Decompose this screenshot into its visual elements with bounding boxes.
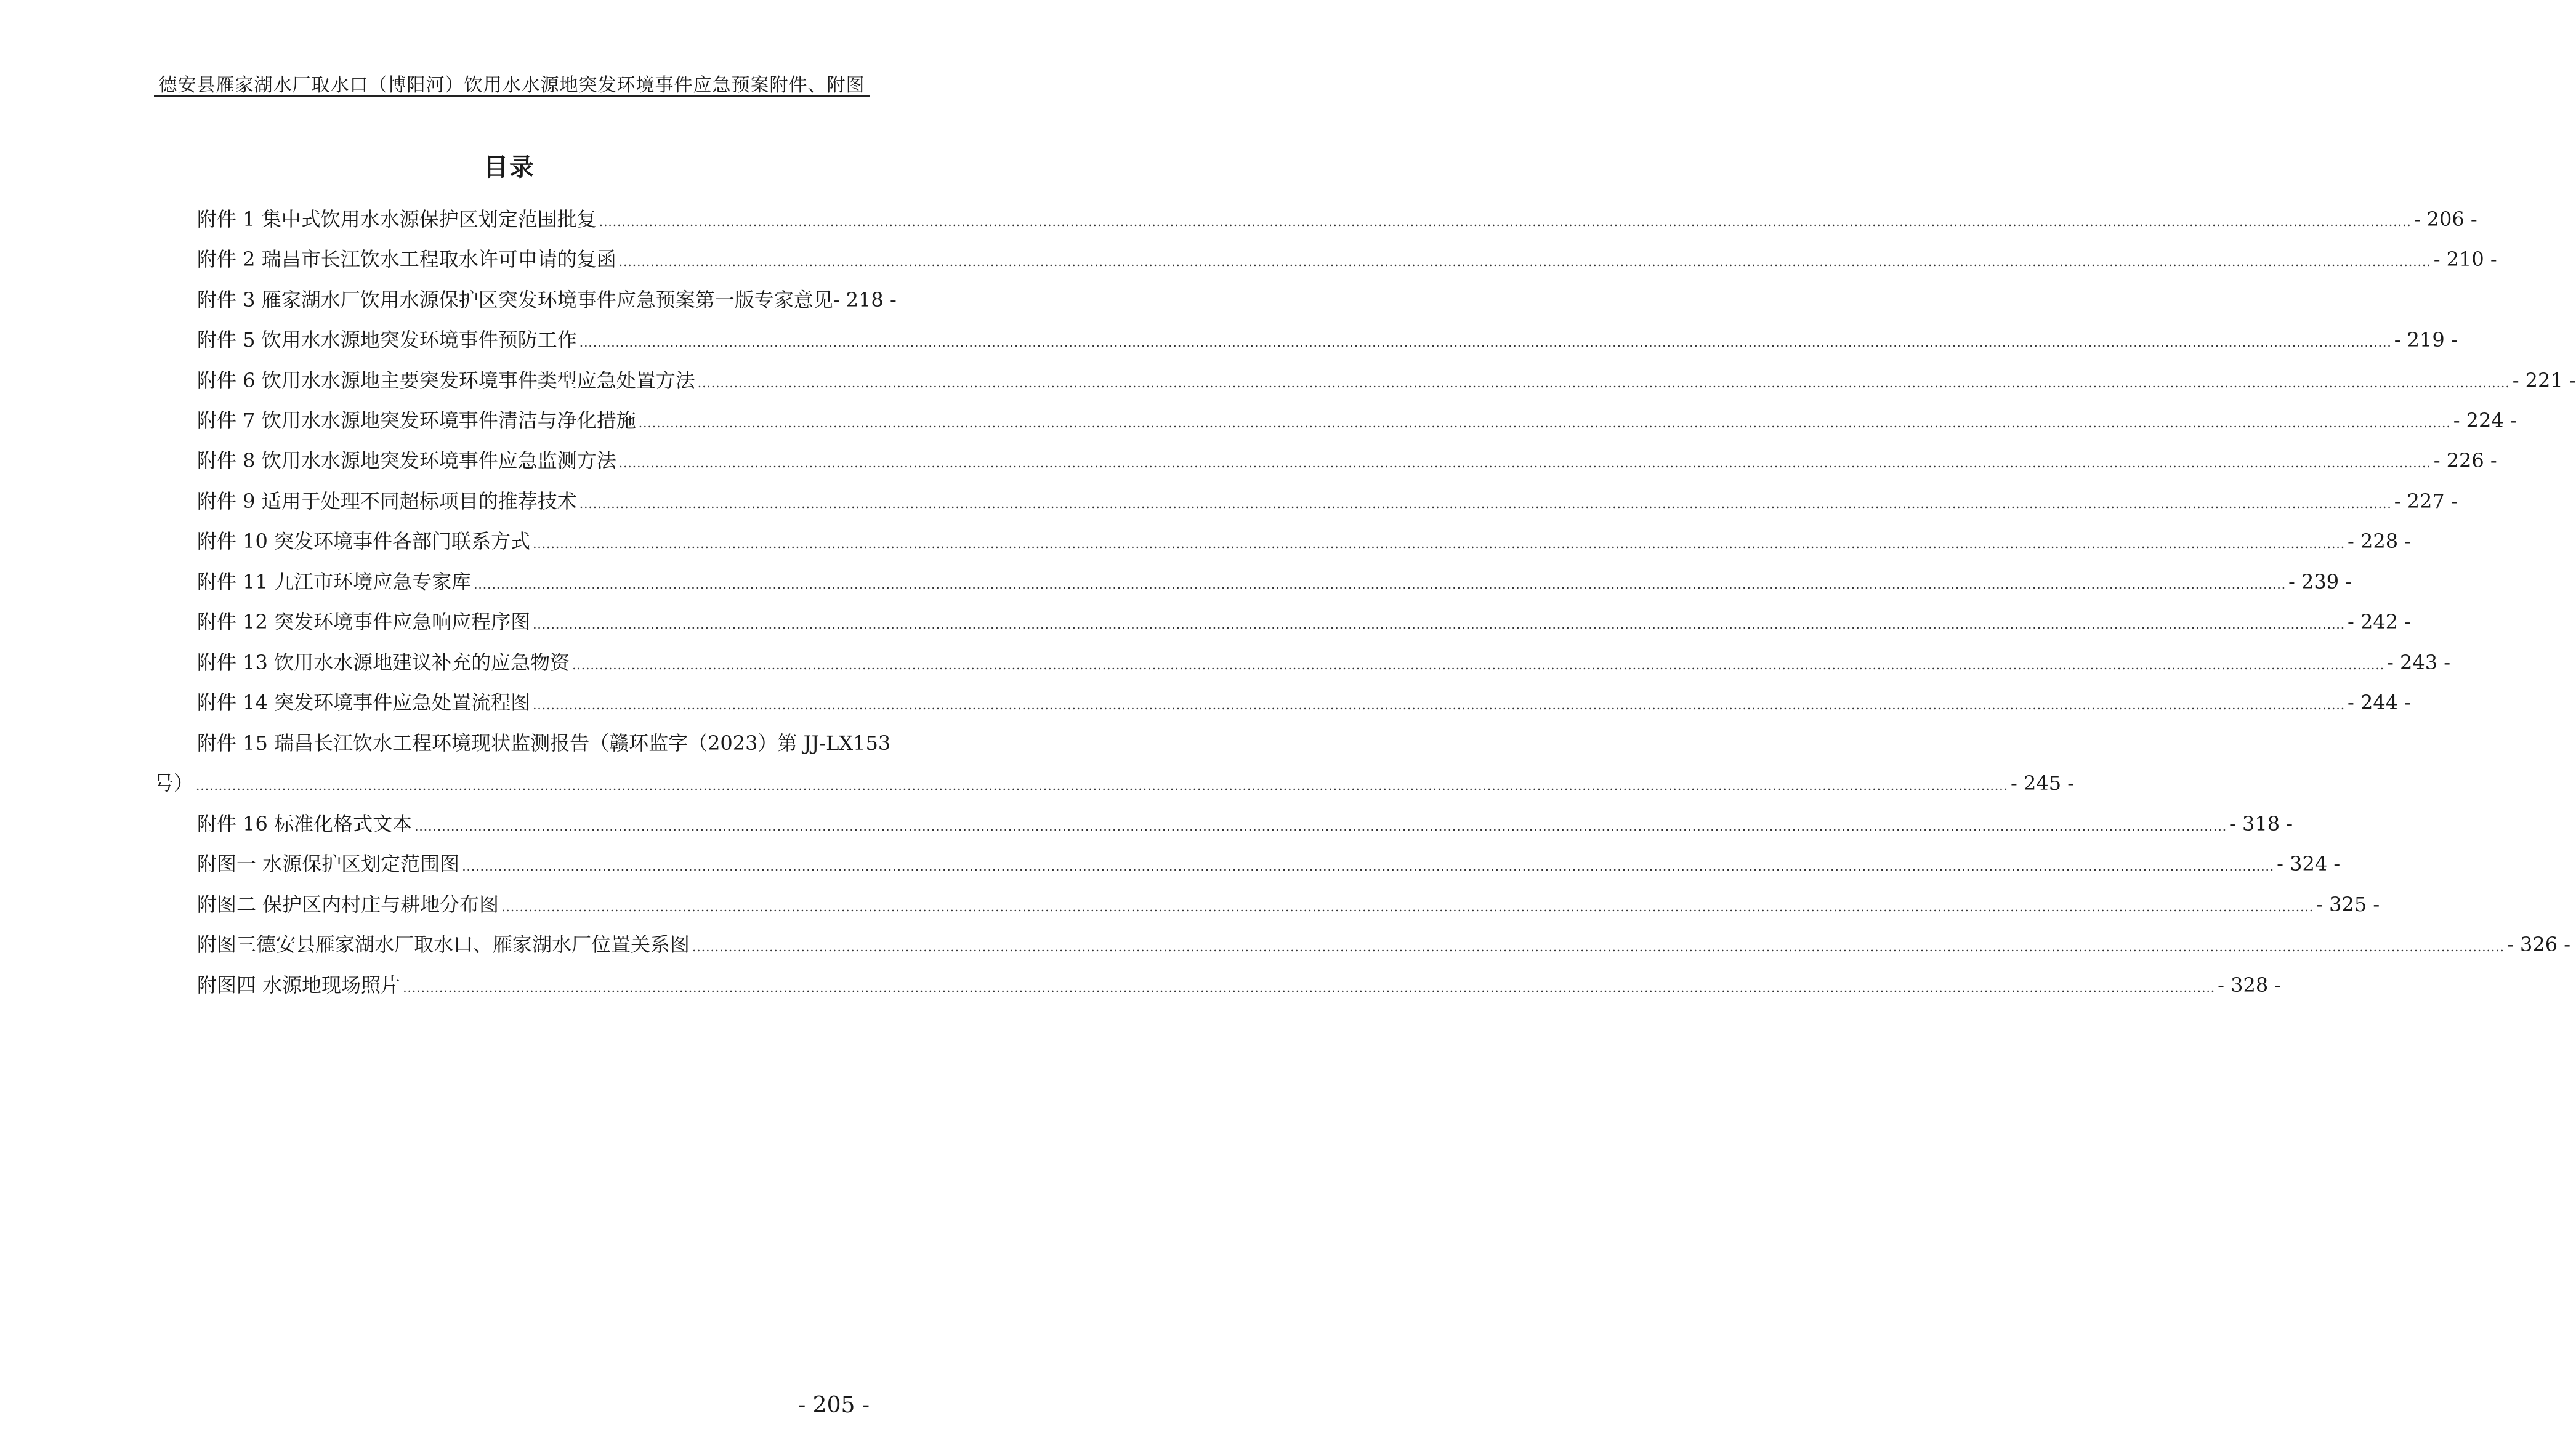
toc-leader-dots: ................................................................................................................................................................................................................................................................................................................................................................................................................ xyxy=(462,859,2275,874)
page-number: - 205 - xyxy=(798,1393,870,1418)
toc-entry-page: - 243 - xyxy=(2387,651,2451,674)
toc-entry-label: 附件 2 瑞昌市长江饮水工程取水许可申请的复函 xyxy=(197,247,616,271)
toc-entry-page: - 227 - xyxy=(2394,489,2458,513)
toc-entry-label: 附件 11 九江市环境应急专家库 xyxy=(197,570,472,593)
toc-leader-dots: ................................................................................................................................................................................................................................................................................................................................................................................................................ xyxy=(692,939,2505,954)
toc-figure-2[interactable] xyxy=(197,892,2380,919)
toc-leader-dots: ................................................................................................................................................................................................................................................................................................................................................................................................................ xyxy=(414,819,2227,834)
toc-leader-dots: ................................................................................................................................................................................................................................................................................................................................................................................................................ xyxy=(579,496,2392,511)
toc-entry-label: 附件 5 饮用水水源地突发环境事件预防工作 xyxy=(197,328,577,352)
toc-figure-1[interactable] xyxy=(197,851,2341,879)
toc-leader-dots: ................................................................................................................................................................................................................................................................................................................................................................................................................ xyxy=(403,980,2216,995)
toc-entry-5[interactable] xyxy=(197,328,2458,355)
toc-leader-dots: ................................................................................................................................................................................................................................................................................................................................................................................................................ xyxy=(638,416,2451,430)
toc-leader-dots: ................................................................................................................................................................................................................................................................................................................................................................................................................ xyxy=(618,456,2431,470)
toc-entry-label: 附件 13 饮用水水源地建议补充的应急物资 xyxy=(197,651,570,674)
toc-leader-dots: ................................................................................................................................................................................................................................................................................................................................................................................................................ xyxy=(697,376,2510,390)
toc-entry-label: 附件 14 突发环境事件应急处置流程图 xyxy=(197,691,531,714)
toc-leader-dots: ................................................................................................................................................................................................................................................................................................................................................................................................................ xyxy=(618,254,2431,269)
toc-entry-label: 附件 9 适用于处理不同超标项目的推荐技术 xyxy=(197,489,577,513)
toc-leader-dots: ................................................................................................................................................................................................................................................................................................................................................................................................................ xyxy=(599,214,2412,229)
toc-entry-15-cont[interactable] xyxy=(154,771,2075,798)
toc-leader-dots: ................................................................................................................................................................................................................................................................................................................................................................................................................ xyxy=(474,577,2287,592)
toc-entry-7[interactable] xyxy=(197,408,2517,435)
toc-entry-page: - 226 - xyxy=(2433,449,2497,472)
toc-entry-label: 附件 6 饮用水水源地主要突发环境事件类型应急处置方法 xyxy=(197,369,695,392)
toc-entry-label: 附件 12 突发环境事件应急响应程序图 xyxy=(197,610,531,634)
toc-entry-label: 附件 1 集中式饮用水水源保护区划定范围批复 xyxy=(197,207,597,231)
toc-entry-label: 附图二 保护区内村庄与耕地分布图 xyxy=(197,893,499,916)
toc-entry-6[interactable] xyxy=(197,368,2576,395)
toc-entry-2[interactable] xyxy=(197,247,2497,274)
toc-entry-page: - 318 - xyxy=(2229,812,2293,835)
toc-figure-3[interactable] xyxy=(197,932,2571,959)
toc-entry-page: - 219 - xyxy=(2394,328,2458,352)
toc-entry-label: 附件 8 饮用水水源地突发环境事件应急监测方法 xyxy=(197,449,616,472)
toc-entry-page: - 239 - xyxy=(2288,570,2352,593)
page-header: 德安县雁家湖水厂取水口（博阳河）饮用水水源地突发环境事件应急预案附件、附图 xyxy=(158,74,865,96)
toc-entry-9[interactable] xyxy=(197,489,2458,516)
toc-leader-dots: ................................................................................................................................................................................................................................................................................................................................................................................................................ xyxy=(196,778,2008,793)
toc-entry-page: - 242 - xyxy=(2348,610,2412,634)
toc-entry-page: - 324 - xyxy=(2277,852,2341,875)
toc-figure-4[interactable] xyxy=(197,973,2282,1000)
toc-entry-page: - 206 - xyxy=(2413,207,2477,231)
toc-leader-dots: ................................................................................................................................................................................................................................................................................................................................................................................................................ xyxy=(579,335,2392,350)
toc-entry-3[interactable] xyxy=(197,288,920,312)
toc-entry-1[interactable] xyxy=(197,207,2477,234)
toc-entry-page: - 326 - xyxy=(2506,933,2571,956)
toc-entry-12[interactable] xyxy=(197,609,2412,637)
toc-entry-page: - 228 - xyxy=(2348,529,2412,553)
toc-entry-label: 附件 15 瑞昌长江饮水工程环境现状监测报告（赣环监字（2023）第 JJ-LX153 xyxy=(197,731,891,755)
toc-entry-16[interactable] xyxy=(197,811,2293,839)
toc-entry-page: - 325 - xyxy=(2316,893,2380,916)
toc-entry-13[interactable] xyxy=(197,650,2451,677)
toc-entry-10[interactable] xyxy=(197,529,2412,556)
toc-leader-dots: ................................................................................................................................................................................................................................................................................................................................................................................................................ xyxy=(533,617,2346,632)
toc-entry-page: - 245 - xyxy=(2010,771,2075,795)
toc-entry-8[interactable] xyxy=(197,448,2497,475)
toc-entry-label: 附件 3 雁家湖水厂饮用水源保护区突发环境事件应急预案第一版专家意见 xyxy=(197,288,833,312)
toc-title: 目录 xyxy=(483,153,535,182)
toc-entry-label: 附图三德安县雁家湖水厂取水口、雁家湖水厂位置关系图 xyxy=(197,933,690,956)
toc-leader-dots: ................................................................................................................................................................................................................................................................................................................................................................................................................ xyxy=(533,536,2346,551)
toc-entry-14[interactable] xyxy=(197,690,2412,717)
toc-leader-dots: ................................................................................................................................................................................................................................................................................................................................................................................................................ xyxy=(572,658,2385,672)
toc-entry-page: - 244 - xyxy=(2348,691,2412,714)
toc-entry-15[interactable] xyxy=(197,731,891,755)
toc-leader-dots: ................................................................................................................................................................................................................................................................................................................................................................................................................ xyxy=(501,899,2314,914)
toc-entry-page: - 221 - xyxy=(2512,369,2576,392)
toc-leader-dots: ................................................................................................................................................................................................................................................................................................................................................................................................................ xyxy=(533,698,2346,712)
toc-entry-page: - 224 - xyxy=(2453,409,2517,432)
toc-entry-page: - 210 - xyxy=(2433,247,2497,271)
toc-entry-page: - 218 - xyxy=(833,288,897,312)
toc-entry-label-cont: 号） xyxy=(154,771,194,795)
toc-entry-label: 附件 7 饮用水水源地突发环境事件清洁与净化措施 xyxy=(197,409,636,432)
toc-entry-page: - 328 - xyxy=(2218,973,2282,997)
toc-entry-label: 附件 10 突发环境事件各部门联系方式 xyxy=(197,529,531,553)
toc-entry-label: 附图四 水源地现场照片 xyxy=(197,973,401,997)
toc-entry-11[interactable] xyxy=(197,569,2352,597)
toc-entry-label: 附件 16 标准化格式文本 xyxy=(197,812,413,835)
toc-entry-label: 附图一 水源保护区划定范围图 xyxy=(197,852,460,875)
